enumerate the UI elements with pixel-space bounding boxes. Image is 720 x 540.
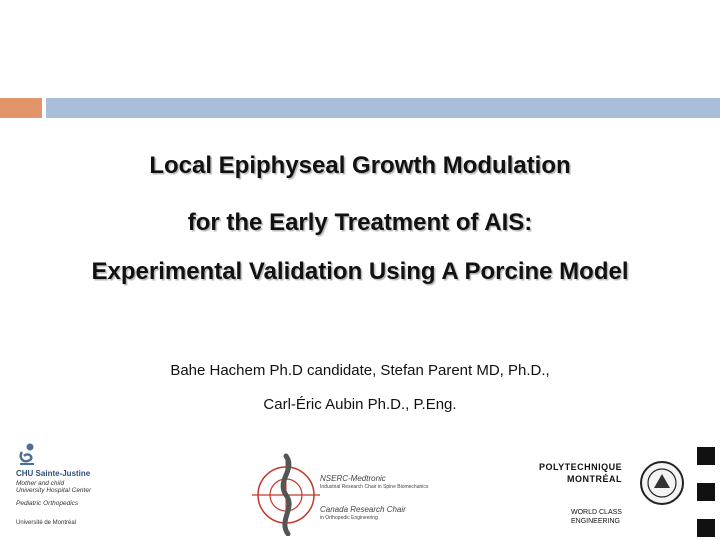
authors-line-1: Bahe Hachem Ph.D candidate, Stefan Parent MD, Ph.D.,: [170, 362, 550, 379]
checker-pattern: [697, 447, 715, 537]
chu-mark-icon: [16, 442, 38, 470]
spine-target-icon: [250, 450, 322, 536]
chu-name: CHU Sainte-Justine: [16, 469, 91, 478]
poly-tagline-1: WORLD CLASS: [571, 509, 622, 516]
udem-label: Université de Montréal: [16, 520, 77, 526]
nserc-subtitle: Industrial Research Chair in Spine Biomechanics: [320, 484, 429, 490]
authors-line-2: Carl-Éric Aubin Ph.D., P.Eng.: [263, 396, 457, 413]
accent-bar-orange: [0, 98, 42, 118]
chu-sainte-justine-logo: [12, 440, 122, 536]
chu-tagline-3: Pediatric Orthopedics: [16, 500, 79, 507]
research-chair-logo: [250, 450, 505, 536]
chu-tagline-2: University Hospital Center: [16, 487, 92, 494]
poly-city: MONTRÉAL: [567, 474, 622, 484]
slide-title-line-1: Local Epiphyseal Growth Modulation: [149, 152, 571, 179]
accent-bar-blue: [46, 98, 720, 118]
chu-tagline-1: Mother and child: [16, 480, 65, 487]
slide-title-line-3: Experimental Validation Using A Porcine Model: [91, 258, 629, 285]
seal-icon: [639, 460, 685, 506]
nserc-name: NSERC-Medtronic: [320, 474, 386, 483]
polytechnique-logo: [535, 460, 645, 536]
crc-name: Canada Research Chair: [320, 505, 406, 514]
slide-title-line-2: for the Early Treatment of AIS:: [187, 209, 533, 236]
crc-subtitle: in Orthopedic Engineering: [320, 515, 378, 521]
poly-name: POLYTECHNIQUE: [539, 462, 623, 472]
poly-tagline-2: ENGINEERING: [571, 518, 621, 525]
